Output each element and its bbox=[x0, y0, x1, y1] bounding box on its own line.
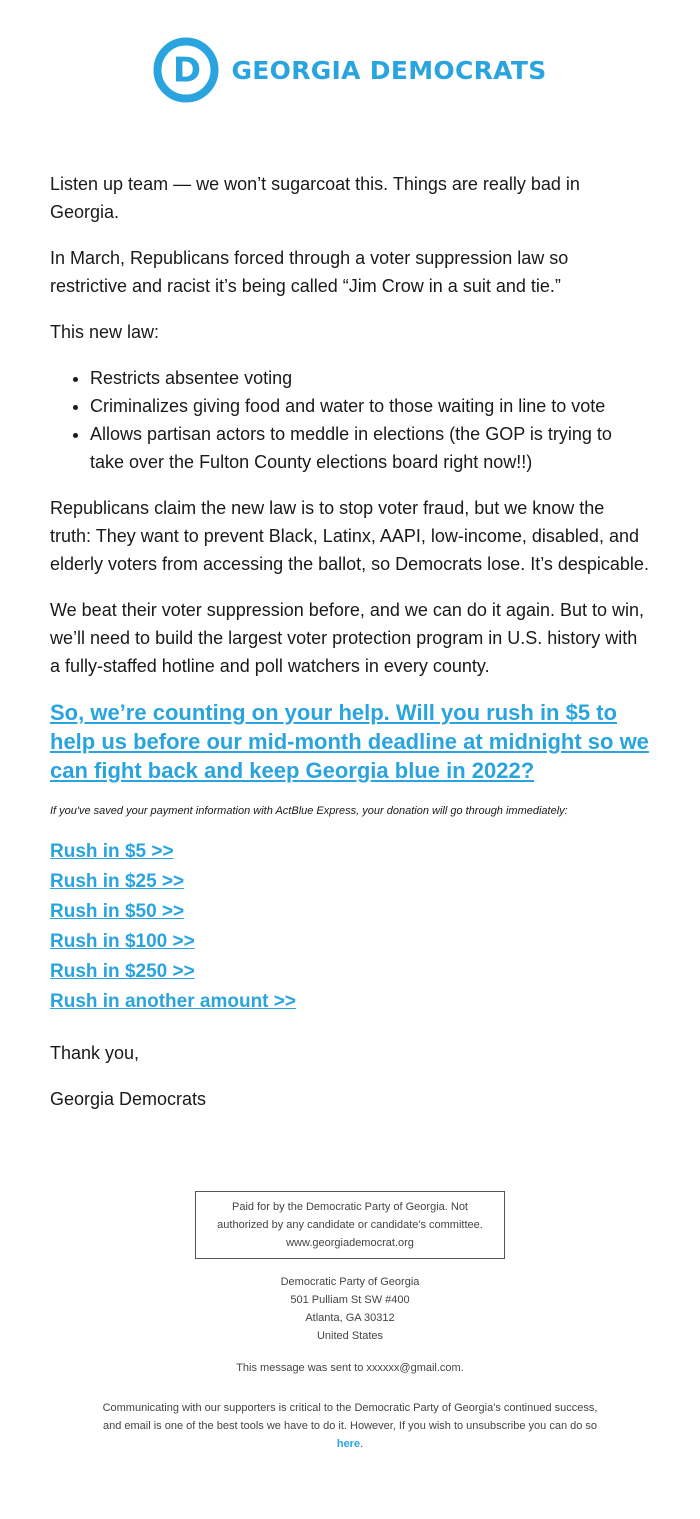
unsubscribe-link[interactable]: here bbox=[336, 1438, 361, 1450]
donate-other-link[interactable]: Rush in another amount >> bbox=[50, 991, 296, 1012]
list-item: • Restricts absentee voting bbox=[90, 364, 650, 392]
sent-to-notice: This message was sent to xxxxxx@gmail.com. bbox=[236, 1362, 464, 1374]
actblue-note: If you've saved your payment information with ActBlue Express, your donation will go through immediately: bbox=[50, 805, 568, 817]
list-item: • Criminalizes giving food and water to those waiting in line to vote bbox=[90, 392, 650, 420]
law-bullet-list bbox=[50, 364, 650, 476]
logo-d-icon bbox=[153, 37, 219, 103]
logo-letter: D bbox=[173, 50, 202, 91]
paragraph-claim: Republicans claim the new law is to stop voter fraud, but we know the truth: They want to prevent Black, Latinx, AAPI, low-income, disabled, and elderly voters from accessing the ballot, so Democrats lose. It’s despicable. bbox=[50, 498, 649, 574]
logo[interactable] bbox=[153, 37, 546, 103]
donate-250-link[interactable]: Rush in $250 >> bbox=[50, 961, 195, 982]
address-line: Democratic Party of Georgia bbox=[280, 1276, 420, 1288]
mailing-address bbox=[0, 1273, 700, 1345]
email-header bbox=[0, 0, 700, 140]
donate-5-link[interactable]: Rush in $5 >> bbox=[50, 841, 174, 862]
donate-headline-link[interactable]: So, we’re counting on your help. Will you rush in $5 to help us before our mid-month deadline at midnight so we can fight back and keep Georgia blue in 2022? bbox=[50, 700, 649, 783]
email-footer bbox=[0, 1131, 700, 1453]
paragraph-law-intro: This new law: bbox=[50, 322, 160, 342]
unsubscribe-text: Communicating with our supporters is critical to the Democratic Party of Georgia's continued success, and email is one of the best tools we have to do it. However, If you wish to unsubscribe you can do so bbox=[102, 1402, 598, 1432]
signature: Georgia Democrats bbox=[50, 1089, 207, 1109]
paragraph-intro: Listen up team — we won’t sugarcoat this. Things are really bad in Georgia. bbox=[50, 174, 580, 222]
address-line: Atlanta, GA 30312 bbox=[305, 1312, 395, 1324]
paid-for-disclaimer: Paid for by the Democratic Party of Georgia. Not authorized by any candidate or candidate's committee. www.georgiademocrat.org bbox=[195, 1191, 505, 1259]
unsubscribe-period: . bbox=[360, 1438, 364, 1450]
email-body bbox=[0, 140, 700, 1113]
list-item: • Allows partisan actors to meddle in elections (the GOP is trying to take over the Fulton County elections board right now!!) bbox=[90, 420, 650, 476]
unsubscribe-notice bbox=[100, 1399, 600, 1453]
donate-25-link[interactable]: Rush in $25 >> bbox=[50, 871, 185, 892]
logo-text: GEORGIA DEMOCRATS bbox=[231, 55, 547, 85]
donation-amounts bbox=[50, 837, 650, 1017]
address-line: United States bbox=[316, 1330, 384, 1342]
donate-50-link[interactable]: Rush in $50 >> bbox=[50, 901, 185, 922]
paragraph-win: We beat their voter suppression before, and we can do it again. But to win, we’ll need to build the largest voter protection program in U.S. history with a fully-staffed hotline and poll watchers in every county. bbox=[50, 600, 645, 676]
paragraph-law: In March, Republicans forced through a voter suppression law so restrictive and racist it’s being called “Jim Crow in a suit and tie.” bbox=[50, 248, 569, 296]
donate-100-link[interactable]: Rush in $100 >> bbox=[50, 931, 195, 952]
address-line: 501 Pulliam St SW #400 bbox=[290, 1294, 410, 1306]
thanks-text: Thank you, bbox=[50, 1043, 140, 1063]
